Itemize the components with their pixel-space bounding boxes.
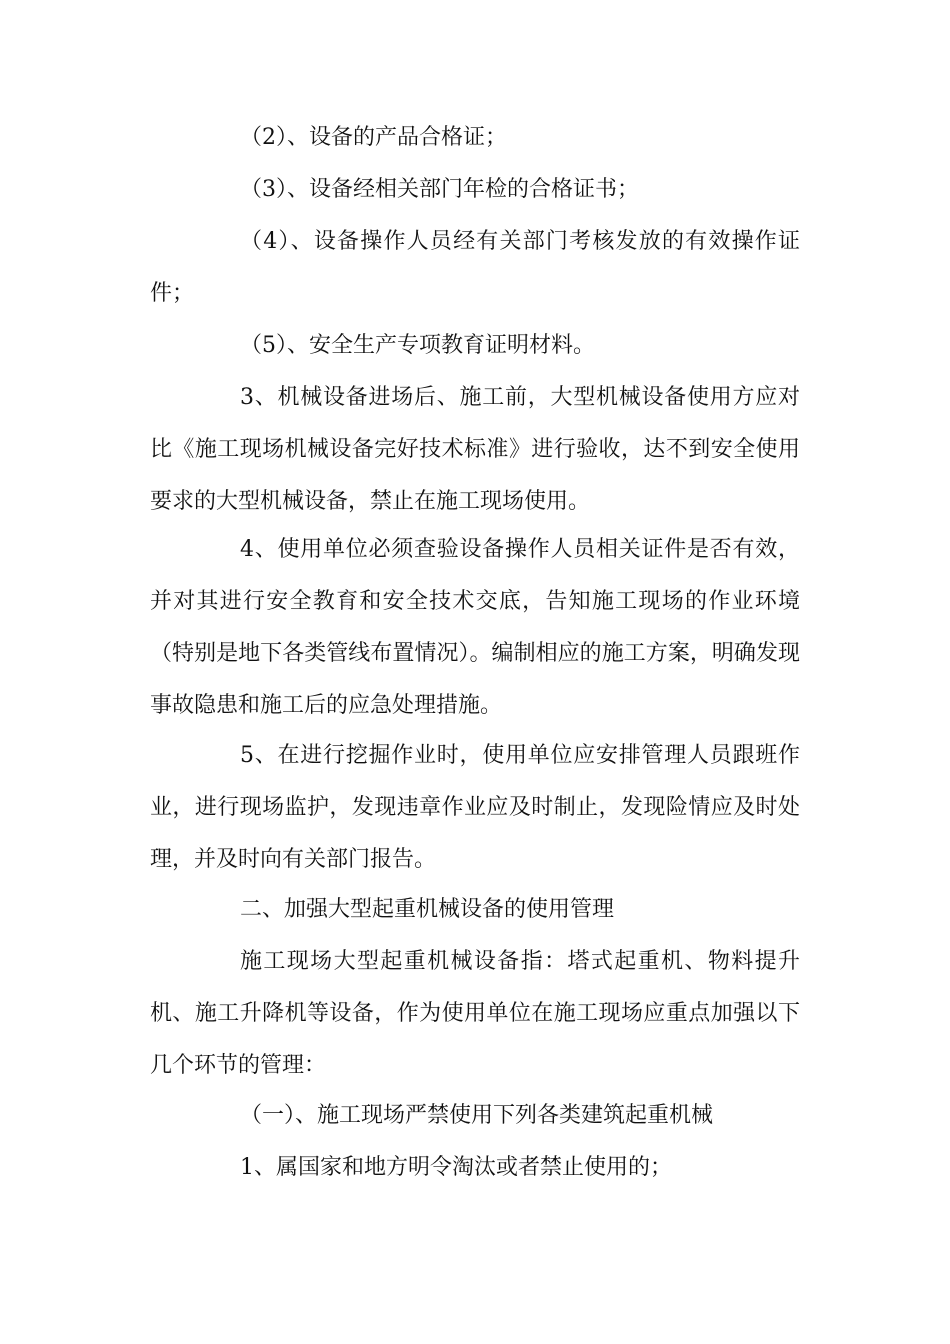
subsection-heading: （一）、施工现场严禁使用下列各类建筑起重机械 bbox=[240, 1103, 714, 1128]
paragraph-item-5: （5）、安全生产专项教育证明材料。 bbox=[240, 333, 595, 358]
paragraph-point-3: 3、机械设备进场后、施工前，大型机械设备使用方应对比《施工现场机械设备完好技术标准》进行验收，达不到安全使用要求的大型机械设备，禁止在施工现场使用。 bbox=[150, 385, 800, 514]
list-item-1: 1、属国家和地方明令淘汰或者禁止使用的； bbox=[240, 1155, 672, 1180]
section-heading: 二、加强大型起重机械设备的使用管理 bbox=[240, 897, 615, 922]
paragraph-item-3: （3）、设备经相关部门年检的合格证书； bbox=[240, 177, 639, 202]
paragraph-item-4: （4）、设备操作人员经有关部门考核发放的有效操作证件； bbox=[150, 229, 800, 306]
paragraph-item-2: （2）、设备的产品合格证； bbox=[240, 125, 507, 150]
paragraph-point-5: 5、在进行挖掘作业时，使用单位应安排管理人员跟班作业，进行现场监护，发现违章作业应及时制止，发现险情应及时处理，并及时向有关部门报告。 bbox=[150, 743, 800, 872]
paragraph-definition: 施工现场大型起重机械设备指：塔式起重机、物料提升机、施工升降机等设备，作为使用单位在施工现场应重点加强以下几个环节的管理： bbox=[150, 949, 800, 1078]
paragraph-point-4: 4、使用单位必须查验设备操作人员相关证件是否有效，并对其进行安全教育和安全技术交底，告知施工现场的作业环境（特别是地下各类管线布置情况）。编制相应的施工方案，明确发现事故隐患和施工后的应急处理措施。 bbox=[150, 537, 800, 718]
